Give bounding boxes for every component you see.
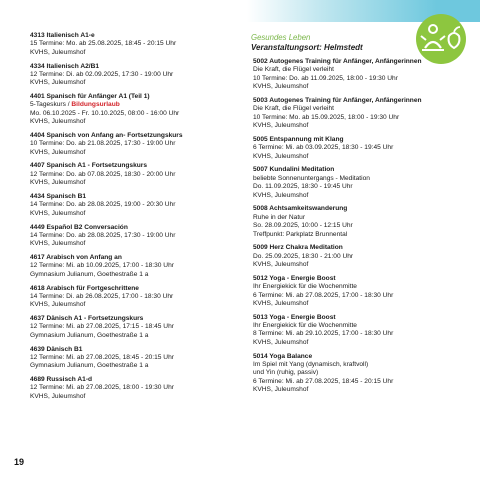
course-detail-line: 12 Termine: Mi. ab 10.09.2025, 17:00 - 18:30 Uhr: [30, 262, 174, 270]
course-detail-line: KVHS, Juleumshof: [253, 152, 309, 160]
course-entry: [30, 162, 245, 187]
course-detail-line: Ihr Energiekick für die Wochenmitte: [253, 322, 357, 330]
course-detail-line: KVHS, Juleumshof: [30, 148, 86, 156]
course-entry: [253, 97, 453, 131]
course-detail-line: Gymnasium Julianum, Goethestraße 1 a: [30, 331, 149, 339]
course-title: 4334 Italienisch A2/B1: [30, 62, 100, 70]
course-detail-line: 15 Termine: Mo. ab 25.08.2025, 18:45 - 20:15 Uhr: [30, 40, 177, 48]
course-detail-line: KVHS, Juleumshof: [253, 261, 309, 269]
course-entry: [30, 132, 245, 157]
course-detail-line: KVHS, Juleumshof: [30, 118, 86, 126]
course-detail-line: KVHS, Juleumshof: [253, 191, 309, 199]
course-entry: [253, 314, 453, 348]
course-detail-line: 14 Termine: Do. ab 28.08.2025, 19:00 - 20:30 Uhr: [30, 201, 176, 209]
course-title: 5007 Kundalini Meditation: [253, 166, 335, 174]
course-entry: [253, 58, 453, 92]
course-detail-line: Im Spiel mit Yang (dynamisch, kraftvoll): [253, 360, 369, 368]
course-detail-line: 6 Termine: Mi. ab 27.08.2025, 18:45 - 20:15 Uhr: [253, 377, 394, 385]
location-heading: Veranstaltungsort: Helmstedt: [251, 43, 363, 52]
course-title: 4639 Dänisch B1: [30, 345, 83, 353]
course-title: 5009 Herz Chakra Meditation: [253, 244, 343, 252]
course-title: 5014 Yoga Balance: [253, 352, 313, 360]
course-detail-line: 14 Termine: Di. ab 26.08.2025, 17:00 - 18:30 Uhr: [30, 292, 174, 300]
course-title: 4449 Español B2 Conversación: [30, 223, 128, 231]
course-detail-line: KVHS, Juleumshof: [253, 386, 309, 394]
course-detail-line: 6 Termine: Mi. ab 03.09.2025, 18:30 - 19:45 Uhr: [253, 144, 394, 152]
course-detail-line: 10 Termine: Mo. ab 15.09.2025, 18:00 - 19:30 Uhr: [253, 113, 400, 121]
course-entry: [30, 193, 245, 218]
course-entry: [253, 353, 453, 395]
course-entry: [30, 376, 245, 401]
course-entry: [253, 166, 453, 200]
course-detail-line: Gymnasium Julianum, Goethestraße 1 a: [30, 362, 149, 370]
course-title: 4434 Spanisch B1: [30, 192, 87, 200]
course-detail-line: KVHS, Juleumshof: [30, 240, 86, 248]
course-detail-line: KVHS, Juleumshof: [30, 392, 86, 400]
course-detail-line: KVHS, Juleumshof: [253, 338, 309, 346]
course-detail-line: 12 Termine: Mi. ab 27.08.2025, 18:00 - 19:30 Uhr: [30, 384, 174, 392]
top-banner-white: [0, 0, 247, 22]
course-detail-line: 12 Termine: Do. ab 07.08.2025, 18:30 - 20:00 Uhr: [30, 170, 176, 178]
course-detail-line: 6 Termine: Mi. ab 27.08.2025, 17:00 - 18:30 Uhr: [253, 291, 394, 299]
yoga-wellness-icon: [416, 14, 466, 64]
course-entry: [30, 346, 245, 371]
course-detail-line: 12 Termine: Mi. ab 27.08.2025, 18:45 - 20:15 Uhr: [30, 353, 174, 361]
course-entry: [30, 63, 245, 88]
course-title: 4637 Dänisch A1 - Fortsetzungskurs: [30, 315, 144, 323]
course-title: 5008 Achtsamkeitswanderung: [253, 205, 348, 213]
course-detail-line: Do. 11.09.2025, 18:30 - 19:45 Uhr: [253, 183, 353, 191]
course-entry: [30, 315, 245, 340]
course-detail-line: Do. 25.09.2025, 18:30 - 21:00 Uhr: [253, 252, 354, 260]
course-detail-line: Ihr Energiekick für die Wochenmitte: [253, 283, 357, 291]
course-title: 5003 Autogenes Training für Anfänger, Anfängerinnen: [253, 96, 422, 104]
course-detail-line: KVHS, Juleumshof: [253, 83, 309, 91]
course-detail-line: 8 Termine: Mi. ab 29.10.2025, 17:00 - 18:30 Uhr: [253, 330, 394, 338]
course-title: 4618 Arabisch für Fortgeschrittene: [30, 284, 139, 292]
course-entry: [253, 136, 453, 161]
course-title: 4689 Russisch A1-d: [30, 376, 93, 384]
course-entry: [30, 32, 245, 57]
course-entry: [30, 254, 245, 279]
course-format: [30, 101, 245, 109]
course-detail-line: Die Kraft, die Flügel verleiht: [253, 105, 334, 113]
course-detail-line: Ruhe in der Natur: [253, 213, 306, 221]
course-detail-line: 12 Termine: Mi. ab 27.08.2025, 17:15 - 18:45 Uhr: [30, 323, 174, 331]
course-entry: [253, 244, 453, 269]
course-entry: [30, 224, 245, 249]
course-detail-line: Treffpunkt: Parkplatz Brunnental: [253, 230, 348, 238]
bildungsurlaub-label: Bildungsurlaub: [71, 101, 120, 109]
course-detail-line: 14 Termine: Do. ab 28.08.2025, 17:30 - 19:00 Uhr: [30, 231, 176, 239]
course-detail-line: 10 Termine: Do. ab 11.09.2025, 18:00 - 19:30 Uhr: [253, 74, 398, 82]
course-entry: [30, 93, 245, 127]
course-detail-line: KVHS, Juleumshof: [30, 79, 86, 87]
course-detail-line: So. 28.09.2025, 10:00 - 12:15 Uhr: [253, 222, 353, 230]
category-heading: Gesundes Leben: [251, 33, 311, 42]
course-detail-line: KVHS, Juleumshof: [253, 122, 309, 130]
course-detail-line: und Yin (ruhig, passiv): [253, 369, 319, 377]
course-title: 5002 Autogenes Training für Anfänger, Anfängerinnen: [253, 58, 422, 65]
course-list-left: [30, 32, 245, 407]
course-title: 4617 Arabisch von Anfang an: [30, 254, 122, 262]
course-list-right: [253, 58, 453, 400]
course-detail-line: 10 Termine: Do. ab 21.08.2025, 17:30 - 19:00 Uhr: [30, 140, 176, 148]
course-title: 5005 Entspannung mit Klang: [253, 135, 344, 143]
course-detail-line: 12 Termine: Di. ab 02.09.2025, 17:30 - 19:00 Uhr: [30, 70, 174, 78]
course-entry: [30, 285, 245, 310]
course-detail-line: Die Kraft, die Flügel verleiht: [253, 66, 334, 74]
course-detail-line: KVHS, Juleumshof: [30, 179, 86, 187]
course-detail-line: beliebte Sonnenuntergangs - Meditation: [253, 174, 370, 182]
course-title: 4313 Italienisch A1-e: [30, 32, 95, 39]
course-title: 5012 Yoga - Energie Boost: [253, 274, 336, 282]
course-detail-line: KVHS, Juleumshof: [30, 48, 86, 56]
course-detail-line: Gymnasium Julianum, Goethestraße 1 a: [30, 270, 149, 278]
course-format-label: 5-Tageskurs /: [30, 101, 72, 109]
course-entry: [253, 275, 453, 309]
course-detail-line: KVHS, Juleumshof: [30, 301, 86, 309]
course-entry: [253, 205, 453, 239]
course-title: 4404 Spanisch von Anfang an- Fortsetzungskurs: [30, 131, 183, 139]
course-title: 5013 Yoga - Energie Boost: [253, 313, 336, 321]
course-detail-line: Mo. 06.10.2025 - Fr. 10.10.2025, 08:00 - 16:00 Uhr: [30, 109, 180, 117]
course-title: 4407 Spanisch A1 - Fortsetzungskurs: [30, 162, 148, 170]
page-number: 19: [14, 457, 25, 467]
course-detail-line: KVHS, Juleumshof: [253, 299, 309, 307]
course-title: 4401 Spanisch für Anfänger A1 (Teil 1): [30, 93, 150, 101]
top-banner-gradient: [247, 0, 437, 22]
course-detail-line: KVHS, Juleumshof: [30, 209, 86, 217]
